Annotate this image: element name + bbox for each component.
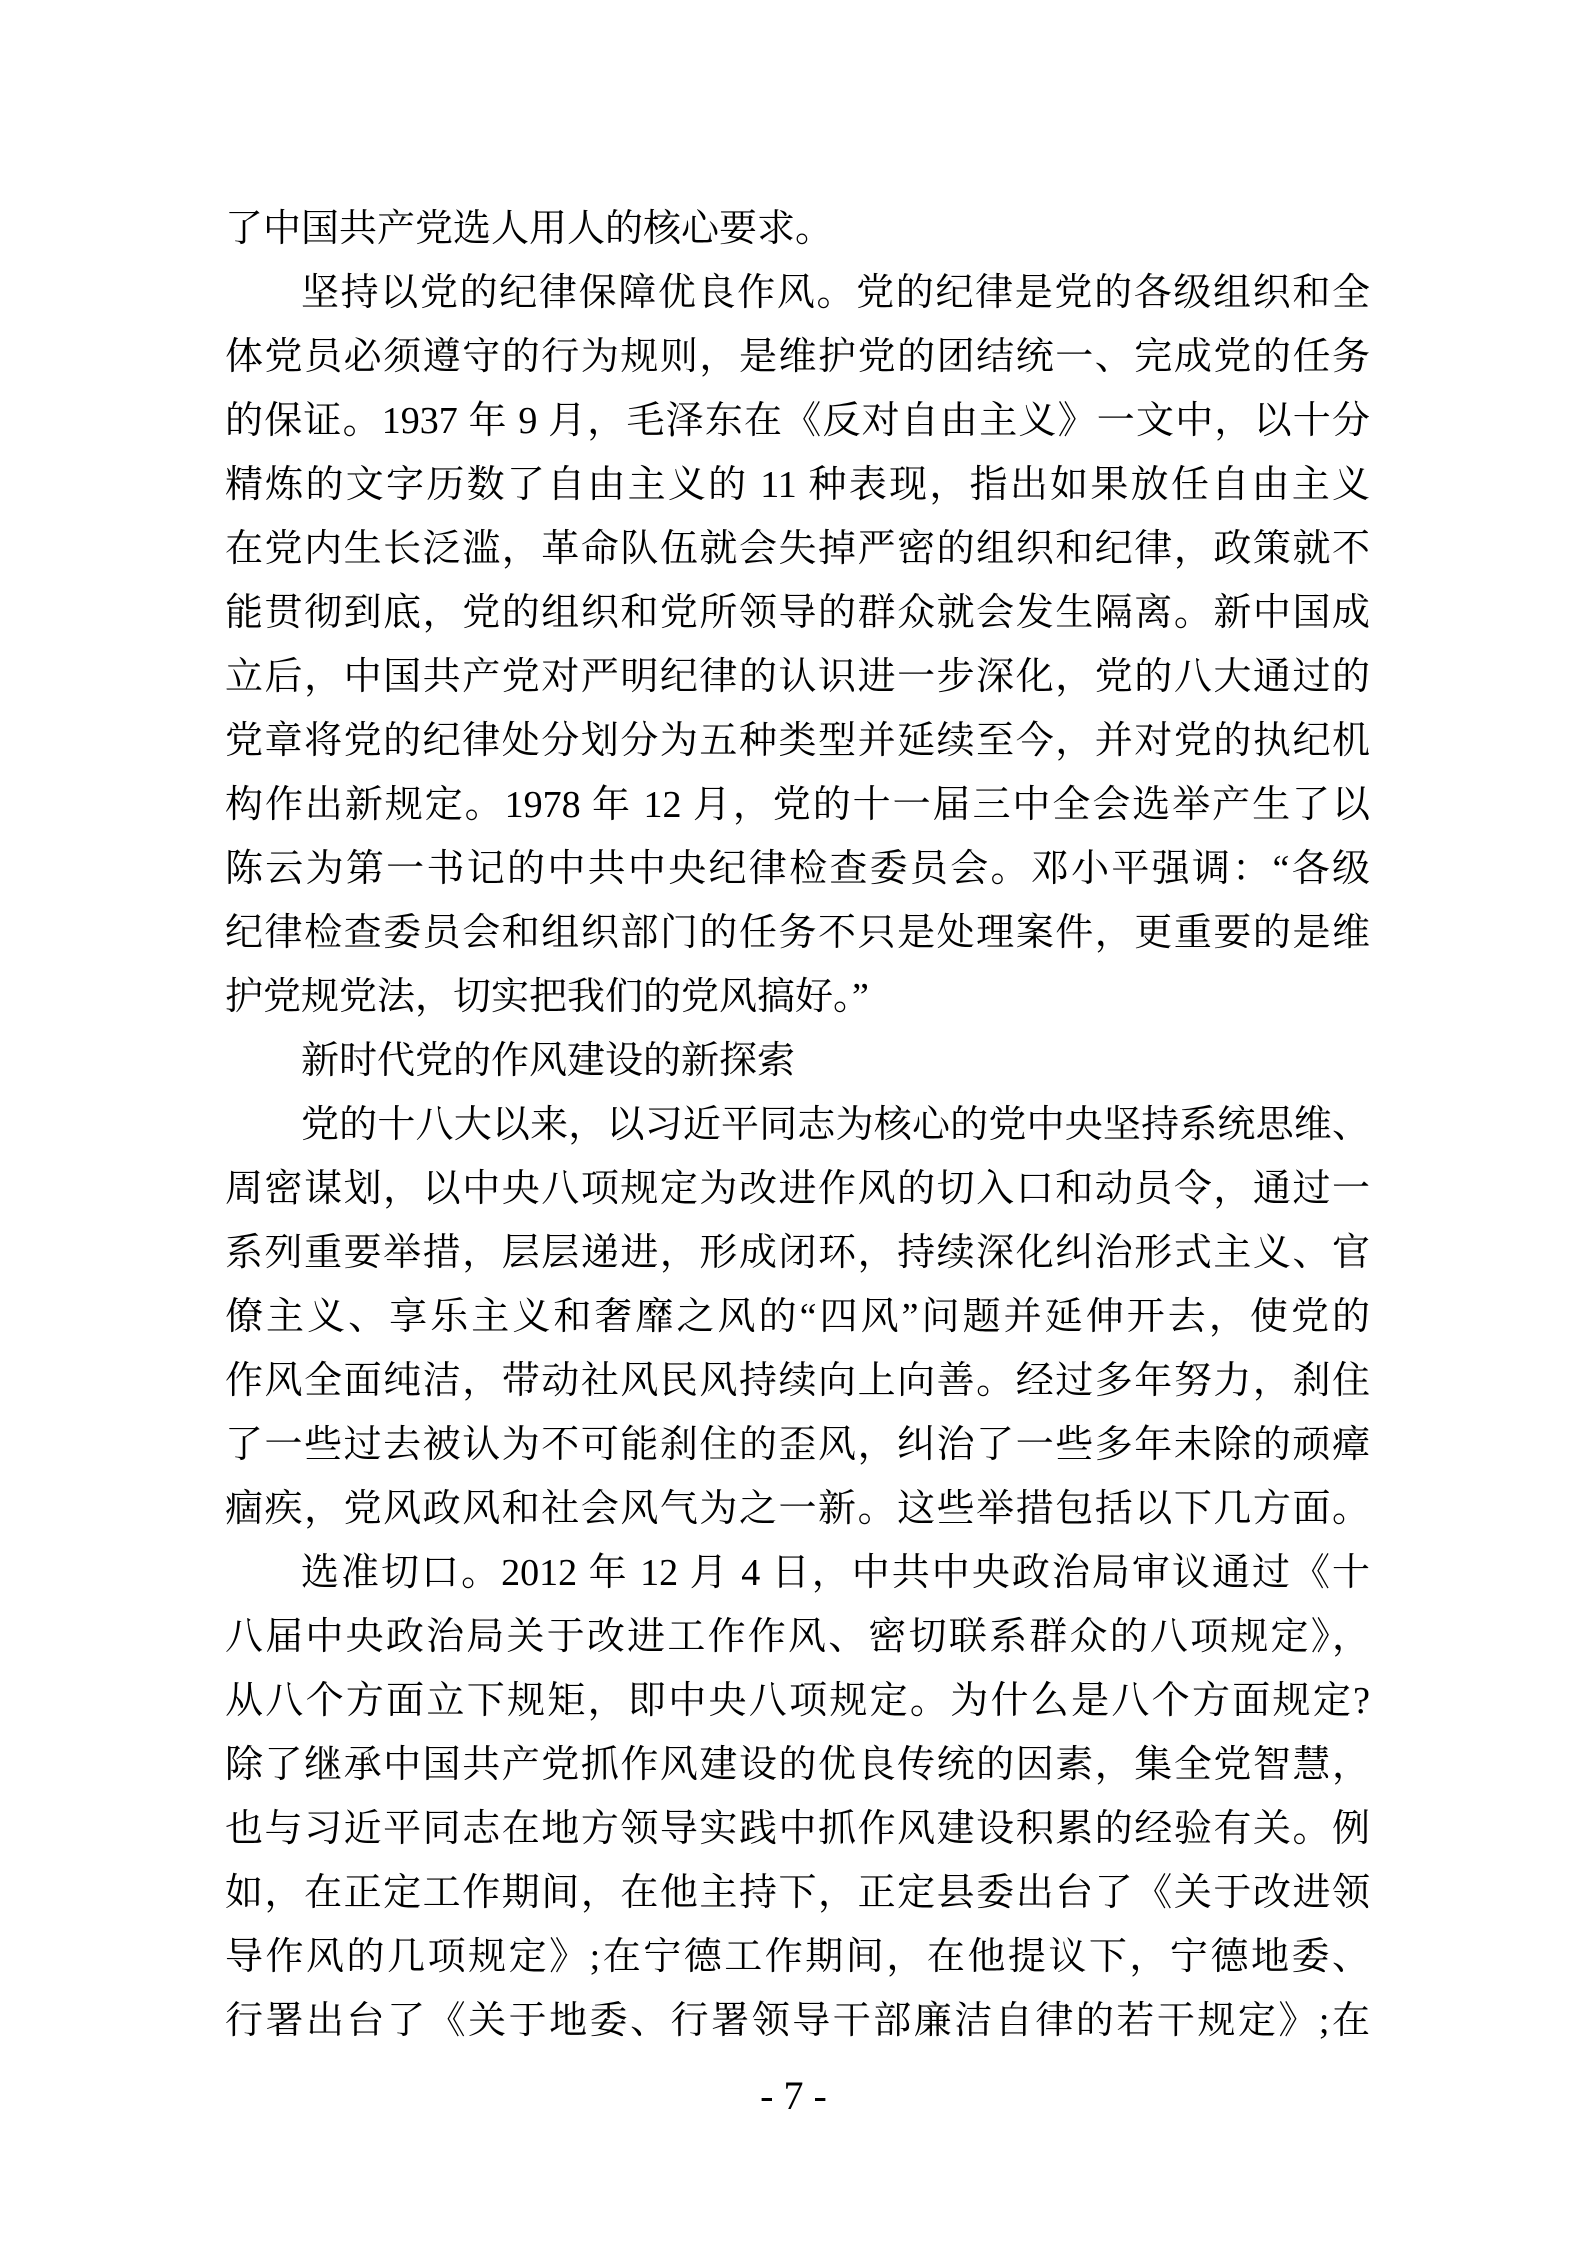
text-line: 坚持以党的纪律保障优良作风。党的纪律是党的各级组织和全 [301, 272, 1370, 314]
document-body [225, 197, 1370, 2053]
text-line: 党的十八大以来，以习近平同志为核心的党中央坚持系统思维、 [301, 1104, 1370, 1146]
text-line: 导作风的几项规定》;在宁德工作期间，在他提议下，宁德地委、 [225, 1936, 1370, 1978]
text-line: 如，在正定工作期间，在他主持下，正定县委出台了《关于改进领 [225, 1872, 1370, 1914]
text-line: 八届中央政治局关于改进工作作风、密切联系群众的八项规定》， [225, 1616, 1370, 1658]
text-line: 作风全面纯洁，带动社风民风持续向上向善。经过多年努力，刹住 [225, 1360, 1370, 1402]
text-line: 行署出台了《关于地委、行署领导干部廉洁自律的若干规定》;在 [225, 2000, 1370, 2042]
text-line: 在党内生长泛滥，革命队伍就会失掉严密的组织和纪律，政策就不 [225, 528, 1370, 570]
text-line: 体党员必须遵守的行为规则，是维护党的团结统一、完成党的任务 [225, 336, 1370, 378]
text-line: 精炼的文字历数了自由主义的 11 种表现，指出如果放任自由主义 [225, 464, 1370, 506]
text-line: 从八个方面立下规矩，即中央八项规定。为什么是八个方面规定? [225, 1680, 1370, 1722]
text-line: 系列重要举措，层层递进，形成闭环，持续深化纠治形式主义、官 [225, 1232, 1370, 1274]
text-line: 了中国共产党选人用人的核心要求。 [225, 208, 834, 250]
text-line: 周密谋划，以中央八项规定为改进作风的切入口和动员令，通过一 [225, 1168, 1370, 1210]
page-number: - 7 - [760, 2073, 827, 2118]
text-line: 新时代党的作风建设的新探索 [301, 1040, 796, 1082]
text-line: 能贯彻到底，党的组织和党所领导的群众就会发生隔离。新中国成 [225, 592, 1370, 634]
text-line: 了一些过去被认为不可能刹住的歪风，纠治了一些多年未除的顽瘴 [225, 1424, 1370, 1466]
text-line: 构作出新规定。1978 年 12 月，党的十一届三中全会选举产生了以 [225, 784, 1370, 826]
text-line: 痼疾，党风政风和社会风气为之一新。这些举措包括以下几方面。 [225, 1488, 1370, 1530]
text-line: 僚主义、享乐主义和奢靡之风的“四风”问题并延伸开去，使党的 [225, 1296, 1370, 1338]
text-line: 除了继承中国共产党抓作风建设的优良传统的因素，集全党智慧， [225, 1744, 1370, 1786]
text-line: 选准切口。2012 年 12 月 4 日，中共中央政治局审议通过《十 [301, 1552, 1370, 1594]
text-line: 的保证。1937 年 9 月，毛泽东在《反对自由主义》一文中，以十分 [225, 400, 1370, 442]
text-line: 立后，中国共产党对严明纪律的认识进一步深化，党的八大通过的 [225, 656, 1370, 698]
text-line: 陈云为第一书记的中共中央纪律检查委员会。邓小平强调：“各级 [225, 848, 1370, 890]
text-line: 纪律检查委员会和组织部门的任务不只是处理案件，更重要的是维 [225, 912, 1370, 954]
text-line: 党章将党的纪律处分划分为五种类型并延续至今，并对党的执纪机 [225, 720, 1370, 762]
text-line: 也与习近平同志在地方领导实践中抓作风建设积累的经验有关。例 [225, 1808, 1370, 1850]
text-line: 护党规党法，切实把我们的党风搞好。” [225, 976, 869, 1018]
